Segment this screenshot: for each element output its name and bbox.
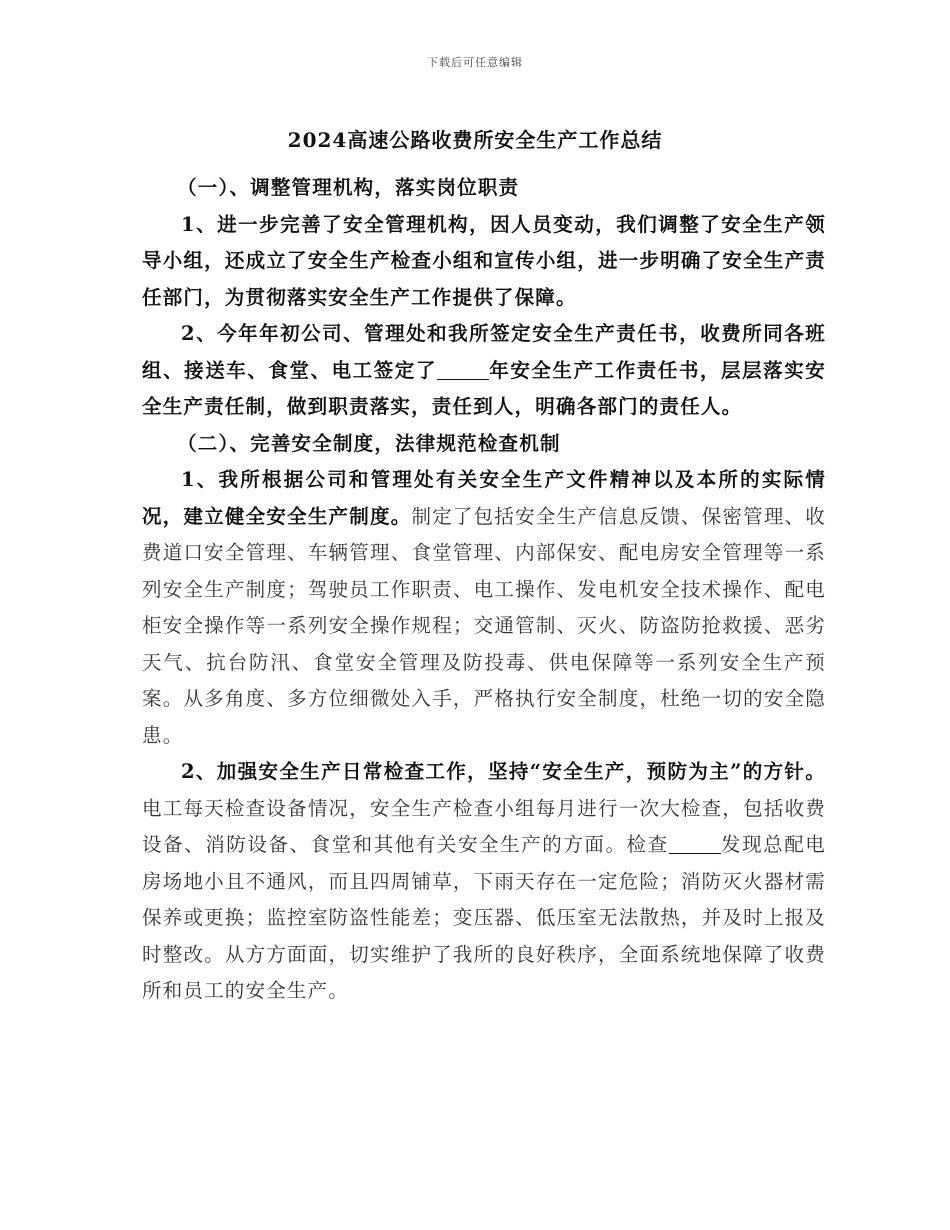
paragraph-text: 电工每天检查设备情况，安全生产检查小组每月进行一次大检查，包括收费设备、消防设备、食堂和其他有关安全生产的方面。检查 [142, 796, 826, 856]
paragraph-lead: 2、加强安全生产日常检查工作，坚持“安全生产，预防为主”的方针。 [181, 760, 826, 783]
section-1-heading: （一）、调整管理机构，落实岗位职责 [177, 176, 520, 199]
paragraph-text: 年安全生产工作责任书，层层落实安全生产责任制，做到职责落实，责任到人，明确各部门的责任人。 [142, 358, 826, 418]
section-2-paragraph-1 [142, 462, 826, 754]
header-note: 下载后可任意编辑 [427, 56, 523, 69]
section-1-paragraph-1: 1、进一步完善了安全管理机构，因人员变动，我们调整了安全生产领导小组，还成立了安全生产检查小组和宣传小组，进一步明确了安全生产责任部门，为贯彻落实安全生产工作提供了保障。 [142, 212, 826, 309]
paragraph-text: 制定了包括安全生产信息反馈、保密管理、收费道口安全管理、车辆管理、食堂管理、内部保安、配电房安全管理等一系列安全生产制度；驾驶员工作职责、电工操作、发电机安全技术操作、配电柜安全操作等一系列安全操作规程；交通管制、灭火、防盗防抢救援、恶劣天气、抗台防汛、食堂安全管理及防投毒、供电保障等一系列安全生产预案。从多角度、多方位细微处入手，严格执行安全制度，杜绝一切的安全隐患。 [142, 504, 826, 747]
paragraph-text: 发现总配电房场地小且不通风，而且四周铺草，下雨天存在一定危险；消防灭火器材需保养或更换；监控室防盗性能差；变压器、低压室无法散热，并及时上报及时整改。从方方面面，切实维护了我所的良好秩序，全面系统地保障了收费所和员工的安全生产。 [142, 833, 826, 1002]
section-2-heading: （二）、完善安全制度，法律规范检查机制 [177, 431, 561, 455]
paragraph-text: 2、今年年初公司、管理处和我所签定安全生产责任书，收费所同各班组、接送车、食堂、电工签定了 [142, 322, 826, 382]
document-title: 2024高速公路收费所安全生产工作总结 [287, 128, 663, 152]
section-2-paragraph-2 [142, 754, 826, 1010]
paragraph-lead: 1、我所根据公司和管理处有关安全生产文件精神以及本所的实际情况，建立健全安全生产制度。 [142, 468, 826, 528]
blank-line [437, 359, 489, 380]
document-body [142, 170, 826, 1010]
blank-line [669, 833, 721, 854]
section-1-paragraph-2 [142, 316, 826, 426]
